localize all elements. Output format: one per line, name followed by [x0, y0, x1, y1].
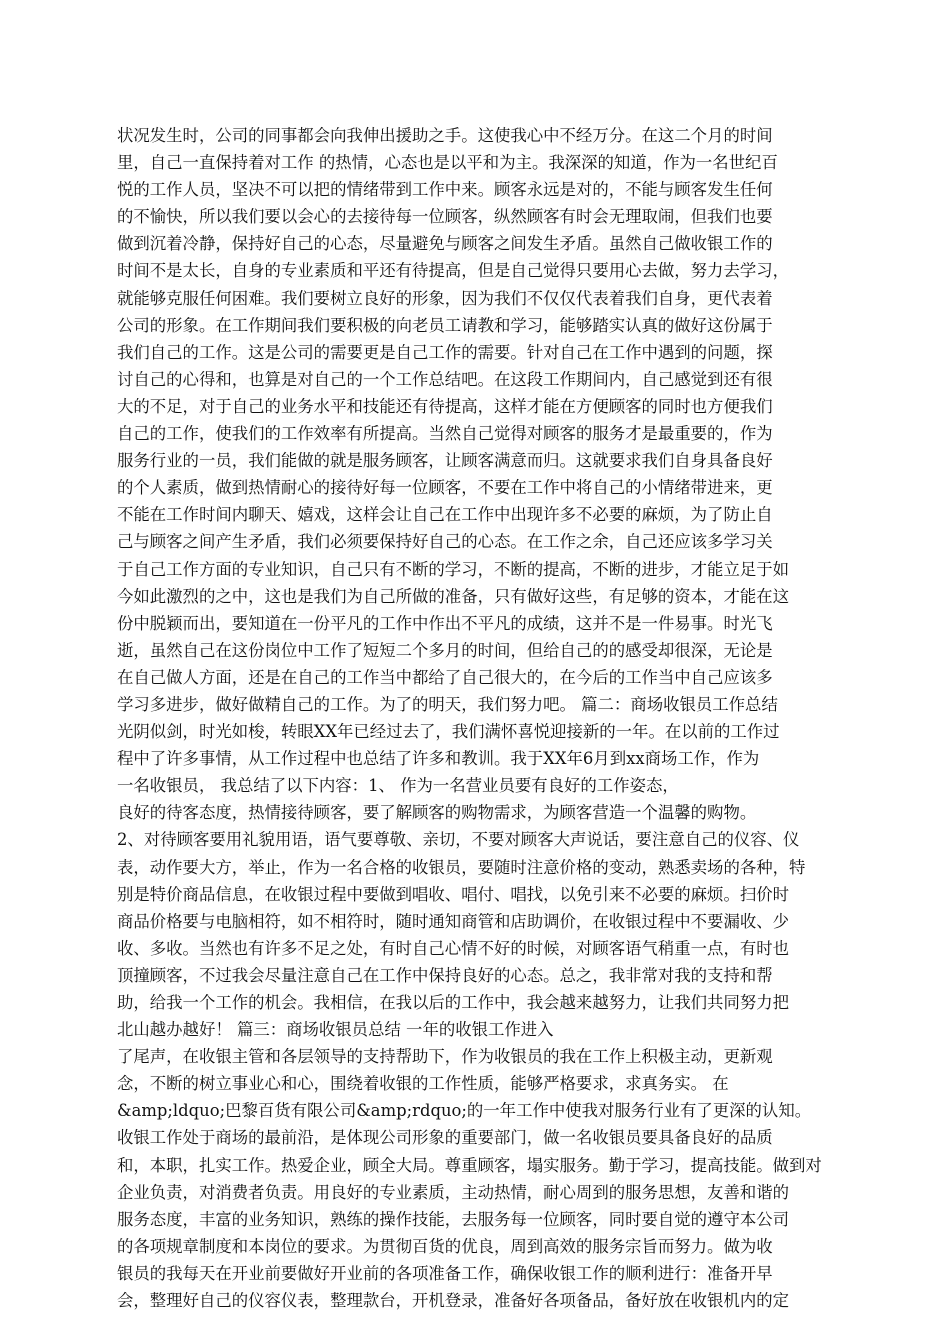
text-line: 在自己做人方面，还是在自己的工作当中都给了自己很大的，在今后的工作当中自己应该多	[117, 667, 773, 687]
text-line: 今如此激烈的之中，这也是我们为自己所做的准备，只有做好这些，有足够的资本，才能在这	[117, 586, 790, 606]
text-line: 的不愉快，所以我们要以会心的去接待每一位顾客，纵然顾客有时会无理取闹，但我们也要	[117, 207, 773, 227]
text-line: 悦的工作人员，坚决不可以把的情绪带到工作中来。顾客永远是对的，不能与顾客发生任何	[117, 180, 773, 200]
text-line: 顶撞顾客，不过我会尽量注意自己在工作中保持良好的心态。总之，我非常对我的支持和帮	[117, 965, 773, 985]
text-line: 程中了许多事情，从工作过程中也总结了许多和教训。我于XX年6月到xx商场工作，作为	[117, 749, 760, 769]
text-line: 就能够克服任何困难。我们要树立良好的形象，因为我们不仅仅代表着我们自身，更代表着	[117, 288, 773, 308]
text-line: 公司的形象。在工作期间我们要积极的向老员工请教和学习，能够踏实认真的做好这份属于	[117, 315, 773, 335]
text-line: 做到沉着冷静，保持好自己的心态，尽量避免与顾客之间发生矛盾。虽然自己做收银工作的	[117, 234, 773, 254]
text-line: 的各项规章制度和本岗位的要求。为贯彻百货的优良，周到高效的服务宗旨而努力。做为收	[117, 1236, 773, 1256]
text-line: 服务行业的一员，我们能做的就是服务顾客，让顾客满意而归。这就要求我们自身具备良好	[117, 451, 773, 471]
text-line: 收银工作处于商场的最前沿，是体现公司形象的重要部门，做一名收银员要具备良好的品质	[117, 1128, 773, 1148]
text-line: 别是特价商品信息，在收银过程中要做到唱收、唱付、唱找，以免引来不必要的麻烦。扫价时	[117, 884, 790, 904]
text-line: 逝，虽然自己在这份岗位中工作了短短二个多月的时间，但给自己的的感受却很深，无论是	[117, 640, 773, 660]
text-line: 大的不足，对于自己的业务水平和技能还有待提高，这样才能在方便顾客的同时也方便我们	[117, 396, 773, 416]
text-line: 我们自己的工作。这是公司的需要更是自己工作的需要。针对自己在工作中遇到的问题，探	[117, 342, 773, 362]
text-line: 商品价格要与电脑相符，如不相符时，随时通知商管和店助调价，在收银过程中不要漏收、少	[117, 911, 790, 931]
text-line: 自己的工作，使我们的工作效率有所提高。当然自己觉得对顾客的服务才是最重要的，作为	[117, 424, 773, 444]
text-line: 里，自己一直保持着对工作 的热情，心态也是以平和为主。我深深的知道，作为一名世纪百	[117, 153, 778, 173]
text-line: 己与顾客之间产生矛盾，我们必须要保持好自己的心态。在工作之余，自己还应该多学习关	[117, 532, 773, 552]
text-line: &amp;ldquo;巴黎百货有限公司&amp;rdquo;的一年工作中使我对服务行业有了更深的认知。	[117, 1101, 812, 1121]
text-line: 企业负责，对消费者负责。用良好的专业素质，主动热情，耐心周到的服务思想，友善和谐的	[117, 1182, 790, 1202]
text-line: 的个人素质，做到热情耐心的接待好每一位顾客，不要在工作中将自己的小情绪带进来，更	[117, 478, 773, 498]
text-line: 时间不是太长，自身的专业素质和平还有待提高，但是自己觉得只要用心去做，努力去学习，	[117, 261, 790, 281]
text-line: 状况发生时，公司的同事都会向我伸出援助之手。这使我心中不经万分。在这二个月的时间	[117, 126, 773, 145]
text-line: 良好的待客态度，热情接待顾客，要了解顾客的购物需求，为顾客营造一个温馨的购物。	[117, 803, 757, 823]
text-line: 表，动作要大方，举止，作为一名合格的收银员，要随时注意价格的变动，熟悉卖场的各种，特	[117, 857, 806, 877]
text-line: 念，不断的树立事业心和心，围绕着收银的工作性质，能够严格要求，求真务实。 在	[117, 1074, 729, 1094]
text-line: 一名收银员， 我总结了以下内容：1、 作为一名营业员要有良好的工作姿态，	[117, 776, 679, 796]
text-line: 银员的我每天在开业前要做好开业前的各项准备工作，确保收银工作的顺利进行：准备开早	[117, 1263, 773, 1283]
text-line: 学习多进步，做好做精自己的工作。为了的明天，我们努力吧。 篇二：商场收银员工作总结	[117, 694, 778, 714]
text-line: 会，整理好自己的仪容仪表，整理款台，开机登录，准备好各项备品，备好放在收银机内的定	[117, 1291, 790, 1311]
text-line: 份中脱颖而出，要知道在一份平凡的工作中作出不平凡的成绩，这并不是一件易事。时光飞	[117, 613, 773, 633]
text-line: 服务态度，丰富的业务知识，熟练的操作技能，去服务每一位顾客，同时要自觉的遵守本公司	[117, 1209, 790, 1229]
text-line: 2、对待顾客要用礼貌用语，语气要尊敬、亲切，不要对顾客大声说话，要注意自己的仪容、仪	[117, 830, 800, 850]
text-line: 北山越办越好！ 篇三：商场收银员总结 一年的收银工作进入	[117, 1020, 554, 1040]
text-line: 讨自己的心得和，也算是对自己的一个工作总结吧。在这段工作期间内，自己感觉到还有很	[117, 369, 773, 389]
text-line: 于自己工作方面的专业知识，自己只有不断的学习，不断的提高，不断的进步，才能立足于如	[117, 559, 790, 579]
text-line: 不能在工作时间内聊天、嬉戏，这样会让自己在工作中出现许多不必要的麻烦，为了防止自	[117, 505, 773, 525]
text-line: 收、多收。当然也有许多不足之处，有时自己心情不好的时候，对顾客语气稍重一点，有时也	[117, 938, 790, 958]
text-line: 光阴似剑，时光如梭，转眼XX年已经过去了，我们满怀喜悦迎接新的一年。在以前的工作过	[117, 722, 780, 742]
text-line: 和，本职，扎实工作。热爱企业，顾全大局。尊重顾客，塌实服务。勤于学习，提高技能。做到对	[117, 1155, 822, 1175]
text-line: 助，给我一个工作的机会。我相信，在我以后的工作中，我会越来越努力，让我们共同努力把	[117, 993, 790, 1012]
body-text	[117, 122, 827, 1314]
text-line: 了尾声，在收银主管和各层领导的支持帮助下，作为收银员的我在工作上积极主动，更新观	[117, 1047, 773, 1067]
